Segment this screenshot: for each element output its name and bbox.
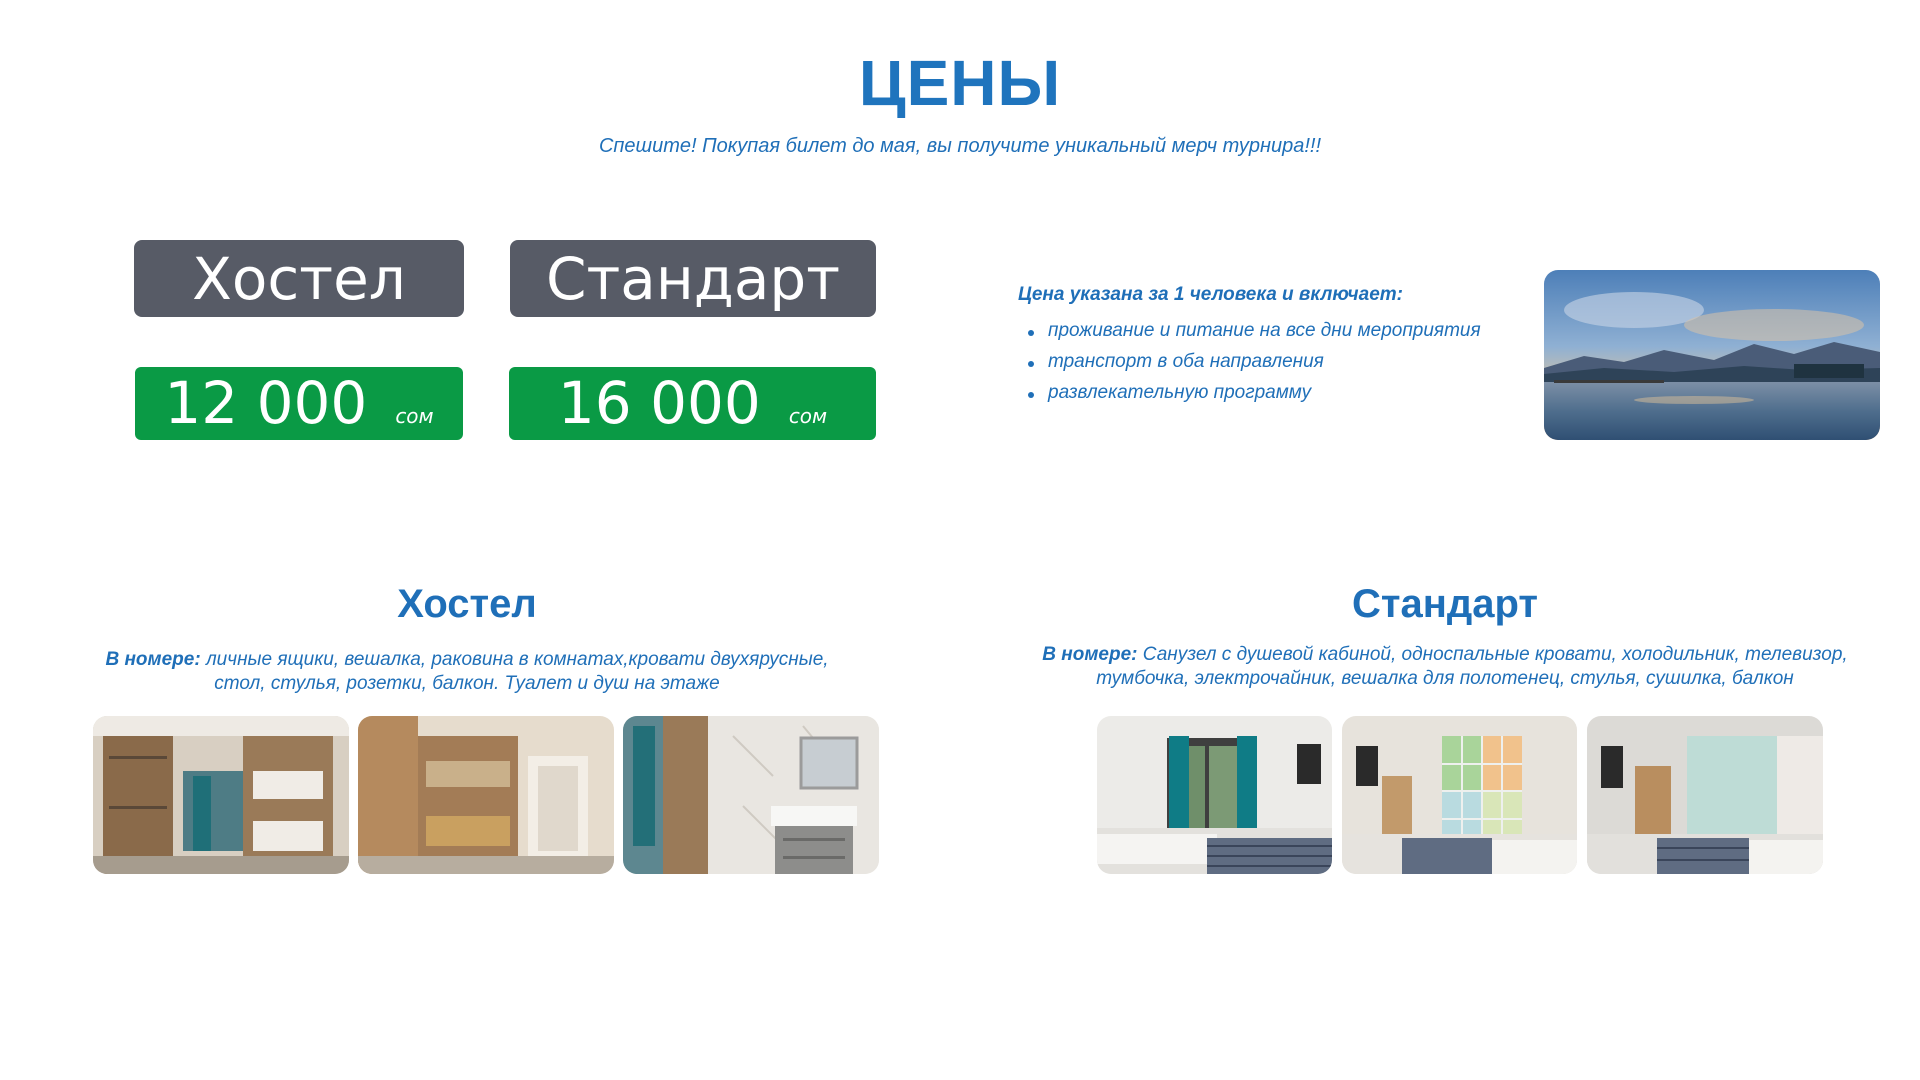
standard-photo-image <box>1342 716 1577 874</box>
lake-photo <box>1544 270 1880 440</box>
room-desc-standard <box>970 643 1920 691</box>
price-amount-standard: 16 000 <box>557 369 761 437</box>
includes-item-text: транспорт в оба направления <box>1048 351 1324 372</box>
includes-item <box>1018 351 1538 373</box>
includes-title: Цена указана за 1 человека и включает: <box>1018 284 1403 305</box>
lake-photo-image <box>1544 270 1880 440</box>
includes-item <box>1018 382 1538 404</box>
price-includes <box>1018 284 1538 413</box>
standard-photo-image <box>1587 716 1823 874</box>
room-desc-line <box>0 648 934 672</box>
includes-item-text: развлекательную программу <box>1048 382 1312 403</box>
hostel-photo[interactable] <box>358 716 614 874</box>
tier-label-hostel: Хостел <box>134 240 464 317</box>
tier-label-standard: Стандарт <box>510 240 876 317</box>
page-title: ЦЕНЫ <box>858 47 1062 119</box>
standard-photo[interactable] <box>1587 716 1823 874</box>
price-amount-hostel: 12 000 <box>164 369 368 437</box>
room-desc-label: В номере: <box>105 649 201 670</box>
room-desc-text: тумбочка, электрочайник, вешалка для полотенец, стулья, сушилка, балкон <box>1096 668 1794 689</box>
includes-item-text: проживание и питание на все дни мероприятия <box>1048 320 1481 341</box>
room-desc-text: стол, стулья, розетки, балкон. Туалет и душ на этаже <box>214 673 720 694</box>
price-box-hostel <box>135 367 463 440</box>
hostel-photo-image <box>93 716 349 874</box>
room-desc-line <box>970 643 1920 667</box>
page-subtitle: Спешите! Покупая билет до мая, вы получите уникальный мерч турнира!!! <box>598 135 1322 157</box>
standard-photo-image <box>1097 716 1332 874</box>
room-desc-hostel <box>0 648 934 696</box>
hostel-photo[interactable] <box>623 716 879 874</box>
room-desc-text: Санузел с душевой кабиной, односпальные кровати, холодильник, телевизор, <box>1137 644 1848 665</box>
price-currency-hostel: сом <box>395 404 434 428</box>
price-box-standard <box>509 367 876 440</box>
includes-list <box>1018 320 1538 404</box>
hostel-photo[interactable] <box>93 716 349 874</box>
bullet-icon <box>1028 392 1034 398</box>
bullet-icon <box>1028 330 1034 336</box>
hostel-photo-image <box>358 716 614 874</box>
room-title-standard: Стандарт <box>1351 582 1538 626</box>
hostel-photo-image <box>623 716 879 874</box>
standard-photo[interactable] <box>1097 716 1332 874</box>
bullet-icon <box>1028 361 1034 367</box>
price-currency-standard: сом <box>788 404 828 428</box>
room-title-hostel: Хостел <box>397 582 537 626</box>
standard-photo[interactable] <box>1342 716 1577 874</box>
room-desc-label: В номере: <box>1042 644 1138 665</box>
includes-item <box>1018 320 1538 342</box>
room-desc-text: личные ящики, вешалка, раковина в комнатах,кровати двухярусные, <box>200 649 829 670</box>
